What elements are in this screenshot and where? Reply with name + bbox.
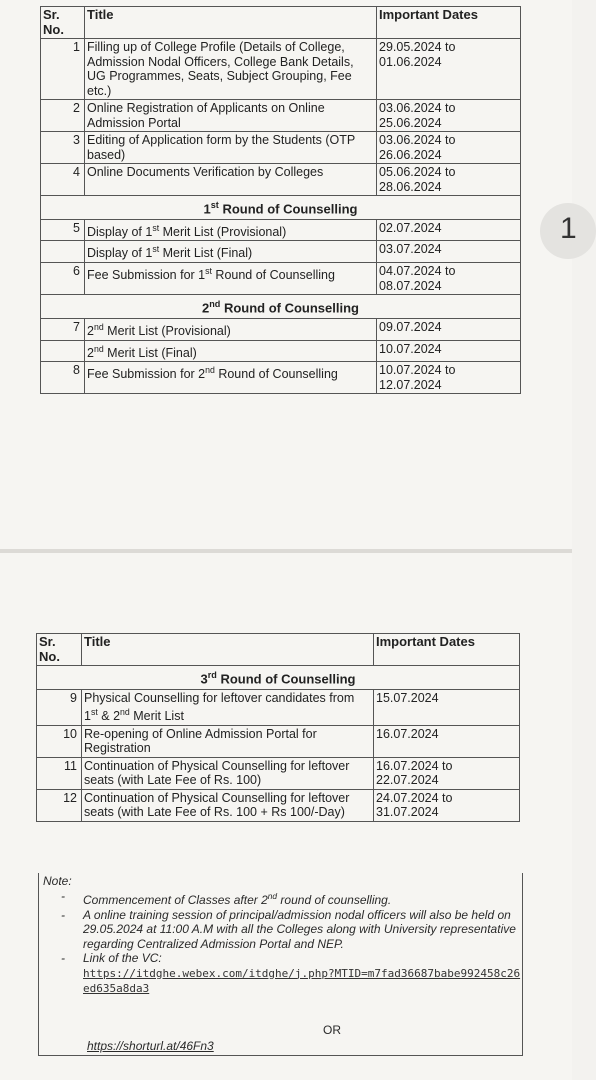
row-title: Fee Submission for 1st Round of Counselling [85, 263, 377, 295]
table-row [41, 318, 521, 340]
table-row [37, 789, 520, 821]
round-2-heading: 2nd Round of Counselling [41, 295, 521, 319]
row-dates: 10.07.2024 to 12.07.2024 [377, 362, 521, 394]
row-number: 8 [41, 362, 85, 394]
table-row [41, 164, 521, 196]
note-item [61, 951, 523, 997]
row-dates: 16.07.2024 to 22.07.2024 [374, 757, 520, 789]
row-title: Filling up of College Profile (Details of College, Admission Nodal Officers, College Bank Details, UG Programmes, Seats, Subject Grouping, Fee etc.) [85, 39, 377, 100]
note-text: Commencement of Classes after 2nd round of counselling. [83, 891, 392, 907]
row-dates: 02.07.2024 [377, 219, 521, 241]
table-row [37, 689, 520, 725]
note-bullet: - [61, 889, 65, 903]
note-item [61, 908, 523, 952]
note-item [61, 889, 523, 908]
header-dates: Important Dates [374, 634, 520, 666]
table-row [37, 757, 520, 789]
row-title: Physical Counselling for leftover candidates from 1st & 2nd Merit List [82, 689, 374, 725]
row-dates: 05.06.2024 to 28.06.2024 [377, 164, 521, 196]
table-header-row [37, 634, 520, 666]
round-heading-row [41, 295, 521, 319]
row-title: Editing of Application form by the Students (OTP based) [85, 132, 377, 164]
schedule-table-2 [36, 633, 520, 822]
note-bullet: - [61, 907, 65, 922]
header-sr-no: Sr. No. [37, 634, 82, 666]
row-number: 7 [41, 318, 85, 340]
row-dates: 16.07.2024 [374, 725, 520, 757]
row-number: 3 [41, 132, 85, 164]
row-title: Continuation of Physical Counselling for leftover seats (with Late Fee of Rs. 100) [82, 757, 374, 789]
row-dates: 24.07.2024 to 31.07.2024 [374, 789, 520, 821]
page-edge-number: 1 [560, 212, 577, 245]
row-title: Online Documents Verification by Colleges [85, 164, 377, 196]
table-header-row [41, 7, 521, 39]
round-heading-row [41, 196, 521, 220]
row-dates: 03.06.2024 to 26.06.2024 [377, 132, 521, 164]
row-number: 10 [37, 725, 82, 757]
row-title: 2nd Merit List (Provisional) [85, 318, 377, 340]
row-dates: 15.07.2024 [374, 689, 520, 725]
row-number: 6 [41, 263, 85, 295]
cut-off-text [10, 1068, 570, 1080]
table-row [37, 725, 520, 757]
header-sr-no: Sr. No. [41, 7, 85, 39]
header-dates: Important Dates [377, 7, 521, 39]
row-dates: 09.07.2024 [377, 318, 521, 340]
row-title: Re-opening of Online Admission Portal for Registration [82, 725, 374, 757]
row-title: Online Registration of Applicants on Online Admission Portal [85, 100, 377, 132]
round-1-heading: 1st Round of Counselling [41, 196, 521, 220]
row-dates: 03.06.2024 to 25.06.2024 [377, 100, 521, 132]
table-row [41, 263, 521, 295]
row-number: 4 [41, 164, 85, 196]
row-number [41, 340, 85, 362]
note-text: A online training session of principal/admission nodal officers will also be held on 29.05.2024 at 11:00 A.M with all the Colleges along with University representative regarding Centralized Admission Portal and NEP. [83, 907, 516, 951]
table-row [41, 39, 521, 100]
table-row [41, 132, 521, 164]
row-title: Display of 1st Merit List (Final) [85, 241, 377, 263]
table-row [41, 219, 521, 241]
row-dates: 03.07.2024 [377, 241, 521, 263]
table-row [41, 340, 521, 362]
note-list [61, 889, 523, 997]
table-row [41, 362, 521, 394]
row-number: 9 [37, 689, 82, 725]
note-bullet: - [61, 951, 65, 965]
note-box [38, 873, 523, 1056]
row-number [41, 241, 85, 263]
or-text: OR [323, 1023, 341, 1037]
row-dates: 10.07.2024 [377, 340, 521, 362]
schedule-table-1 [40, 6, 521, 394]
round-heading-row [37, 666, 520, 690]
table-row [41, 100, 521, 132]
row-number: 12 [37, 789, 82, 821]
short-link[interactable]: https://shorturl.at/46Fn3 [87, 1039, 214, 1053]
row-dates: 04.07.2024 to 08.07.2024 [377, 263, 521, 295]
round-3-heading: 3rd Round of Counselling [37, 666, 520, 690]
row-title: Fee Submission for 2nd Round of Counselling [85, 362, 377, 394]
note-label: Note: [43, 874, 72, 888]
row-number: 5 [41, 219, 85, 241]
row-number: 1 [41, 39, 85, 100]
header-title: Title [82, 634, 374, 666]
table-row [41, 241, 521, 263]
row-dates: 29.05.2024 to 01.06.2024 [377, 39, 521, 100]
row-title: Continuation of Physical Counselling for leftover seats (with Late Fee of Rs. 100 + Rs 100/-Day) [82, 789, 374, 821]
row-title: 2nd Merit List (Final) [85, 340, 377, 362]
vc-link[interactable]: https://itdghe.webex.com/itdghe/j.php?MTID=m7fad36687babe992458c26ed635a8da3 [83, 966, 521, 995]
row-number: 2 [41, 100, 85, 132]
note-text: Link of the VC: [83, 951, 162, 965]
header-title: Title [85, 7, 377, 39]
row-title: Display of 1st Merit List (Provisional) [85, 219, 377, 241]
row-number: 11 [37, 757, 82, 789]
